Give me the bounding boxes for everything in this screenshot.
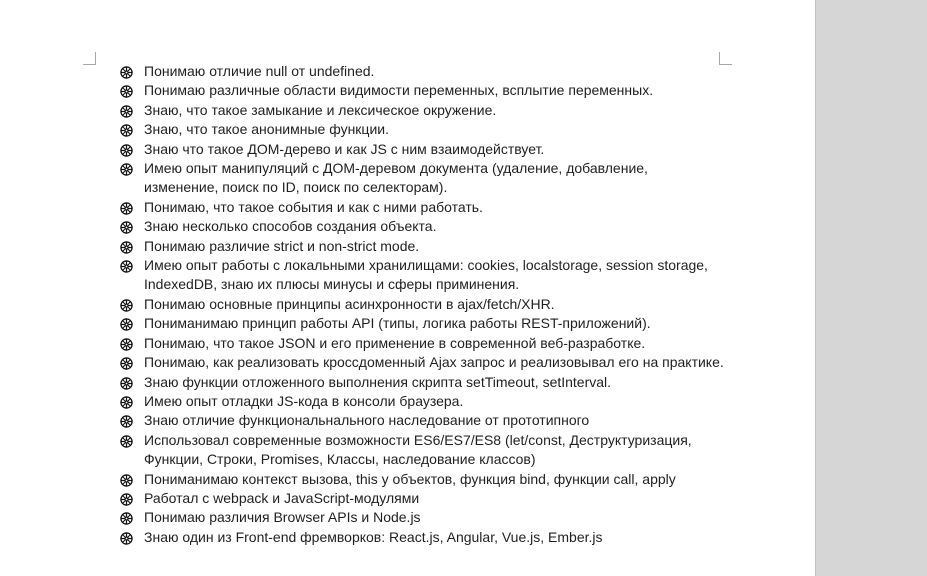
list-item-text: Понимаю, что такое события и как с ними работать. [144, 198, 483, 215]
ship-wheel-icon [120, 143, 133, 156]
list-item [120, 237, 725, 256]
list-item-text: Знаю один из Front-end фремворков: React.js, Angular, Vue.js, Ember.js [144, 528, 603, 545]
list-item-text: Понимаю основные принципы асинхронности в ajax/fetch/XHR. [144, 295, 555, 312]
list-item [120, 411, 725, 430]
list-item [120, 314, 725, 333]
list-item-text: Знаю несколько способов создания объекта. [144, 218, 437, 235]
ship-wheel-icon [120, 201, 133, 214]
list-item [120, 334, 725, 353]
ship-wheel-icon [120, 395, 133, 408]
list-item [120, 528, 725, 547]
list-item [120, 62, 725, 81]
ship-wheel-icon [120, 376, 133, 389]
ship-wheel-icon [120, 259, 133, 272]
ship-wheel-icon [120, 473, 133, 486]
document-background-gutter [816, 0, 927, 576]
ship-wheel-icon [120, 123, 133, 136]
list-item [120, 159, 725, 198]
ship-wheel-icon [120, 84, 133, 97]
ship-wheel-icon [120, 220, 133, 233]
list-item [120, 140, 725, 159]
ship-wheel-icon [120, 240, 133, 253]
ship-wheel-icon [120, 414, 133, 427]
list-item [120, 256, 725, 295]
list-item-text: Понимаю, что такое JSON и его применение в современной веб-разработке. [144, 334, 646, 351]
ship-wheel-icon [120, 531, 133, 544]
list-item-text: Использовал современные возможности ES6/ES7/ES8 (let/const, Деструктуризация, Функции, Строки, Promises, Классы, наследование классов) [144, 431, 692, 468]
list-item-text: Пониманимаю контекст вызова, this у объектов, функция bind, функции call, apply [144, 470, 676, 487]
bullet-list [120, 62, 725, 547]
list-item [120, 295, 725, 314]
list-item-text: Имею опыт манипуляций с ДОМ-деревом документа (удаление, добавление, изменение, поиск по ID, поиск по селекторам). [144, 160, 648, 196]
ship-wheel-icon [120, 337, 133, 350]
list-item-text: Понимаю, как реализовать кроссдоменный Ajax запрос и реализовывал его на практике. [144, 354, 724, 371]
margin-corner-top-left [83, 52, 96, 65]
ship-wheel-icon [120, 65, 133, 78]
list-item-text: Знаю что такое ДОМ-дерево и как JS с ним взаимодействует. [144, 140, 545, 157]
list-item [120, 217, 725, 236]
list-item-text: Понимаю различия Browser APIs и Node.js [144, 509, 421, 526]
list-item-text: Знаю отличие функциональнального наследование от прототипного [144, 412, 590, 429]
list-item [120, 101, 725, 120]
list-item [120, 353, 725, 372]
list-item-text: Знаю, что такое замыкание и лексическое окружение. [144, 101, 497, 118]
list-item-text: Понимаю отличие null от undefined. [144, 63, 375, 79]
list-item [120, 81, 725, 100]
list-item [120, 120, 725, 139]
ship-wheel-icon [120, 434, 133, 447]
list-item [120, 392, 725, 411]
ship-wheel-icon [120, 298, 133, 311]
ship-wheel-icon [120, 492, 133, 505]
list-item [120, 489, 725, 508]
list-item-text: Имею опыт отладки JS-кода в консоли браузера. [144, 392, 464, 409]
list-item-text: Понимаю различные области видимости переменных, всплытие переменных. [144, 82, 654, 99]
list-item-text: Знаю, что такое анонимные функции. [144, 121, 389, 138]
list-item-text: Пониманимаю принцип работы API (типы, логика работы REST-приложений). [144, 315, 651, 332]
list-item [120, 198, 725, 217]
list-item [120, 470, 725, 489]
ship-wheel-icon [120, 162, 133, 175]
list-item-text: Понимаю различие strict и non-strict mode. [144, 237, 420, 254]
list-item [120, 508, 725, 527]
list-item-text: Знаю функции отложенного выполнения скрипта setTimeout, setInterval. [144, 373, 612, 390]
list-item [120, 431, 725, 470]
list-item [120, 373, 725, 392]
ship-wheel-icon [120, 356, 133, 369]
list-item-text: Работал с webpack и JavaScript-модулями [144, 489, 420, 506]
ship-wheel-icon [120, 317, 133, 330]
ship-wheel-icon [120, 104, 133, 117]
list-item-text: Имею опыт работы с локальными хранилищами: cookies, localstorage, session storage, IndexedDB, знаю их плюсы минусы и сферы приминения. [144, 257, 708, 293]
ship-wheel-icon [120, 511, 133, 524]
